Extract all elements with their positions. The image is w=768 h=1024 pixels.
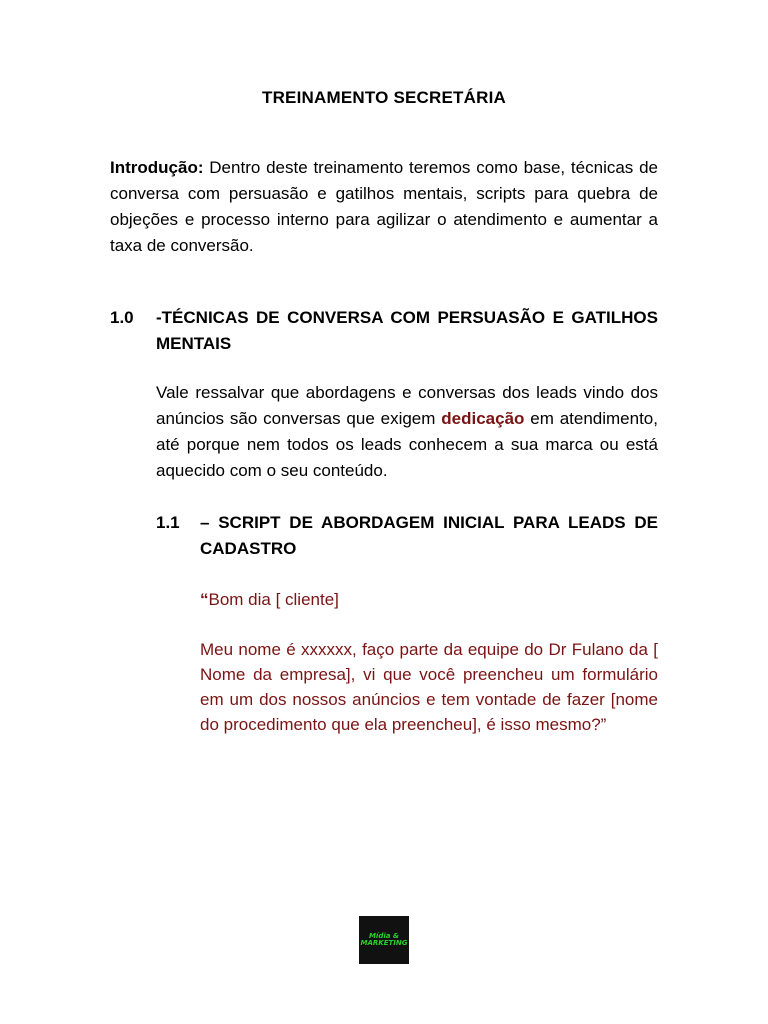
logo-line-1: Mídia & xyxy=(368,932,400,940)
section-body-highlight: dedicação xyxy=(441,409,525,428)
script-pitch: Meu nome é xxxxxx, faço parte da equipe do Dr Fulano da [ Nome da empresa], vi que você preencheu um formulário em um dos nossos anúncios e tem vontade de fazer [nome do procedimento que ela preencheu], é isso mesmo?” xyxy=(200,640,658,734)
section-number: 1.0 xyxy=(110,308,134,327)
script-greeting-text: Bom dia [ cliente] xyxy=(208,590,339,609)
section-body xyxy=(156,380,658,484)
intro-paragraph xyxy=(110,155,658,259)
footer-logo xyxy=(359,916,409,964)
script-open-quote: “ xyxy=(200,590,209,609)
document-title: TREINAMENTO SECRETÁRIA xyxy=(262,88,506,107)
section-heading: -TÉCNICAS DE CONVERSA COM PERSUASÃO E GATILHOS MENTAIS xyxy=(156,308,658,353)
script-greeting xyxy=(200,587,658,612)
section-body-before: Vale ressalvar que abordagens e conversas dos leads vindo dos anúncios são conversas que exigem xyxy=(156,383,658,428)
subsection-heading: – SCRIPT DE ABORDAGEM INICIAL PARA LEADS DE CADASTRO xyxy=(200,513,658,558)
logo-line-2: MARKETING xyxy=(360,939,408,947)
intro-label: Introdução: xyxy=(110,158,204,177)
intro-text: Dentro deste treinamento teremos como base, técnicas de conversa com persuasão e gatilhos mentais, scripts para quebra de objeções e processo interno para agilizar o atendimento e aumentar a taxa de conversão. xyxy=(110,158,658,255)
section-body-after: em atendimento, até porque nem todos os leads conhecem a sua marca ou está aquecido com o seu conteúdo. xyxy=(156,409,658,480)
subsection-number: 1.1 xyxy=(156,513,180,532)
